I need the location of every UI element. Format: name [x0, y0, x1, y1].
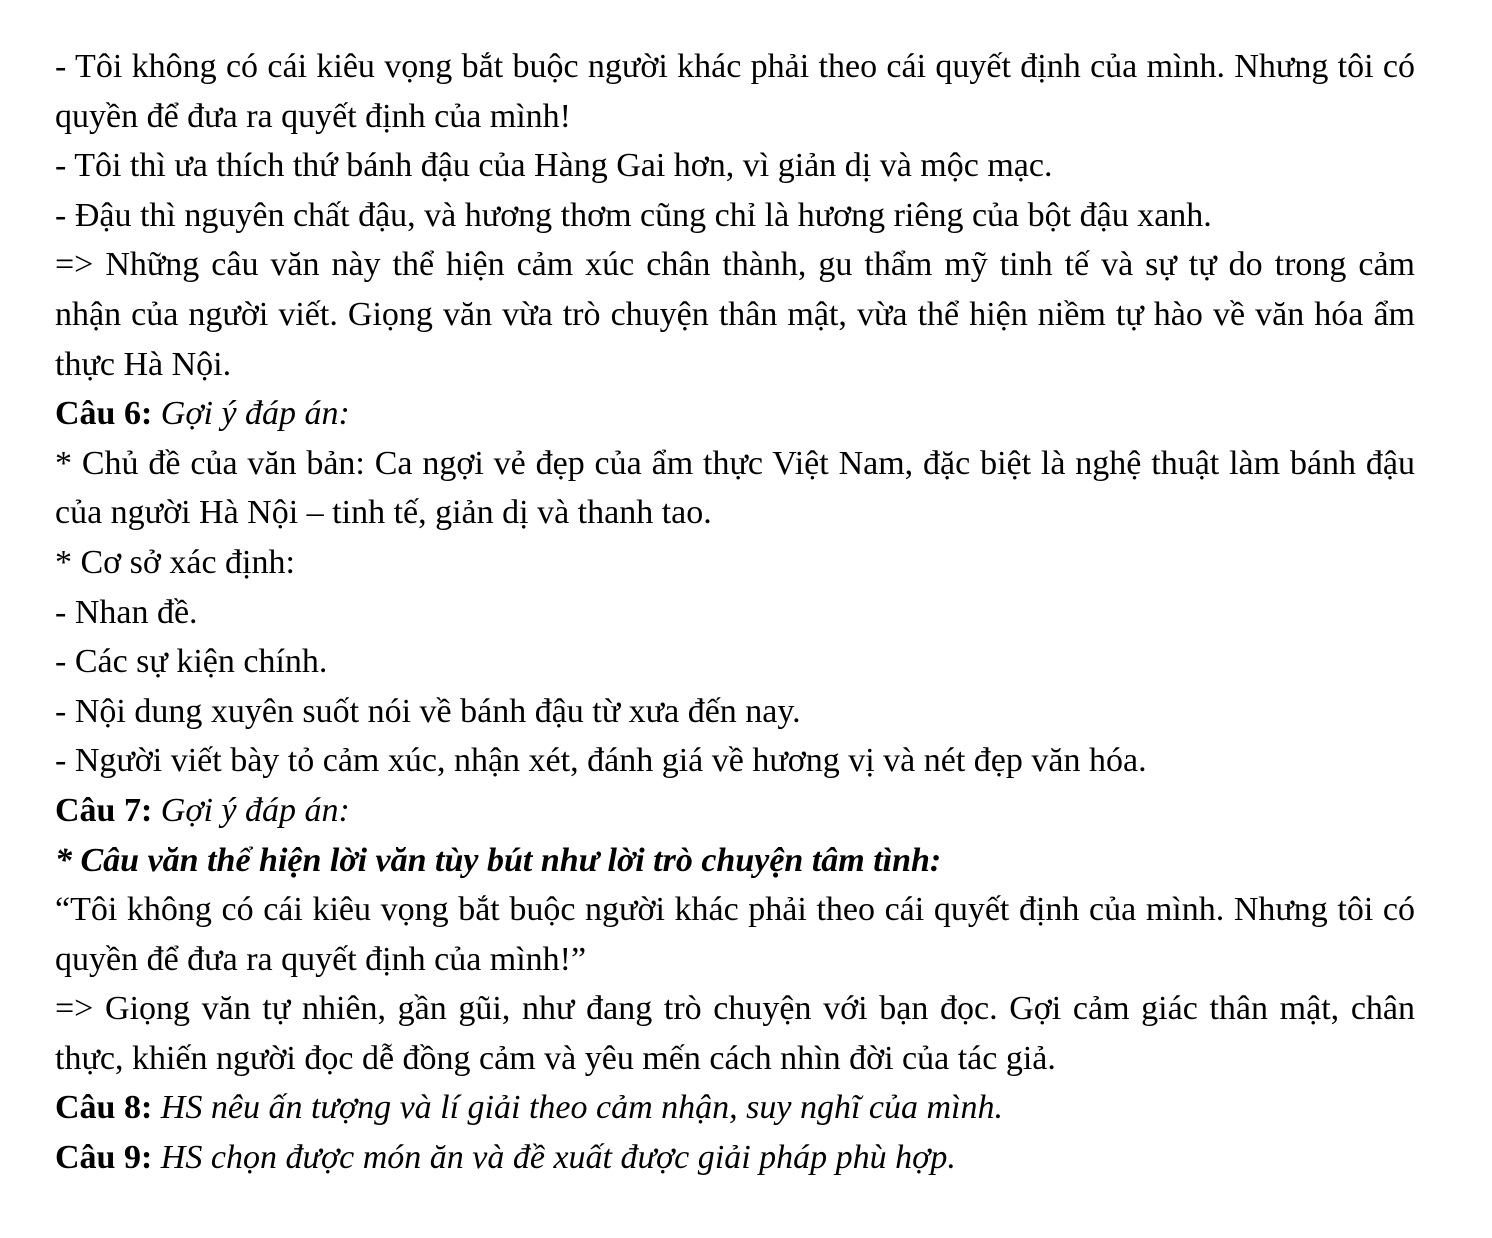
question-7-hint: Gợi ý đáp án: — [152, 791, 350, 829]
list-item: - Nội dung xuyên suốt nói về bánh đậu từ xưa đến nay. — [55, 692, 801, 730]
question-7-label: Câu 7: — [55, 791, 153, 829]
question-8 — [55, 1083, 1415, 1133]
question-6-theme: * Chủ đề của văn bản: Ca ngợi vẻ đẹp của ẩm thực Việt Nam, đặc biệt là nghệ thuật làm bánh đậu của người Hà Nội – tinh tế, giản dị và thanh tao. — [55, 444, 1415, 532]
list-item: - Người viết bày tỏ cảm xúc, nhận xét, đánh giá về hương vị và nét đẹp văn hóa. — [55, 742, 1147, 780]
question-6-heading — [55, 389, 1415, 439]
question-6-hint: Gợi ý đáp án: — [152, 395, 350, 433]
paragraph-analysis: => Những câu văn này thể hiện cảm xúc chân thành, gu thẩm mỹ tinh tế và sự tự do trong cảm nhận của người viết. Giọng văn vừa trò chuyện thân mật, vừa thể hiện niềm tự hào về văn hóa ẩm thực Hà Nội. — [55, 246, 1415, 383]
question-7-quote: “Tôi không có cái kiêu vọng bắt buộc người khác phải theo cái quyết định của mình. Nhưng tôi có quyền để đưa ra quyết định của mình!” — [55, 891, 1415, 978]
question-9-label: Câu 9: — [55, 1139, 153, 1177]
document-body — [55, 42, 1415, 1183]
question-6-basis-title: * Cơ sở xác định: — [55, 543, 295, 581]
question-6-label: Câu 6: — [55, 395, 153, 433]
paragraph-quote-2: - Tôi thì ưa thích thứ bánh đậu của Hàng Gai hơn, vì giản dị và mộc mạc. — [55, 147, 1053, 185]
question-8-label: Câu 8: — [55, 1089, 153, 1127]
question-7-subtitle: * Câu văn thể hiện lời văn tùy bút như lời trò chuyện tâm tình: — [55, 841, 942, 879]
question-7-heading — [55, 786, 1415, 836]
list-item: - Nhan đề. — [55, 593, 198, 631]
question-8-text: HS nêu ấn tượng và lí giải theo cảm nhận, suy nghĩ của mình. — [152, 1089, 1003, 1127]
list-item: - Các sự kiện chính. — [55, 643, 328, 681]
paragraph-quote-1: - Tôi không có cái kiêu vọng bắt buộc người khác phải theo cái quyết định của mình. Nhưng tôi có quyền để đưa ra quyết định của mình! — [55, 48, 1415, 135]
question-9 — [55, 1133, 1415, 1183]
question-7-conclusion: => Giọng văn tự nhiên, gần gũi, như đang trò chuyện với bạn đọc. Gợi cảm giác thân mật, chân thực, khiến người đọc dễ đồng cảm và yêu mến cách nhìn đời của tác giả. — [55, 990, 1415, 1077]
paragraph-quote-3: - Đậu thì nguyên chất đậu, và hương thơm cũng chỉ là hương riêng của bột đậu xanh. — [55, 196, 1212, 234]
question-9-text: HS chọn được món ăn và đề xuất được giải pháp phù hợp. — [152, 1139, 956, 1177]
